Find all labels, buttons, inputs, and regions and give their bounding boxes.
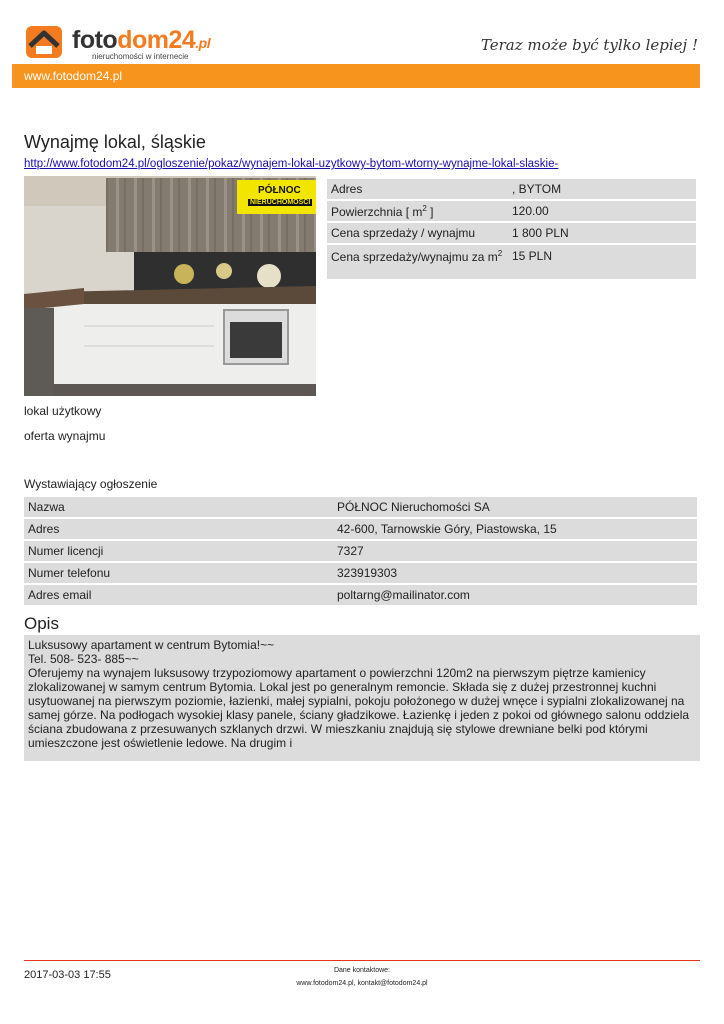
poster-heading: Wystawiający ogłoszenie [24, 477, 158, 491]
poster-label: Adres email [24, 585, 333, 605]
details-value: , BYTOM [508, 179, 696, 199]
details-row [327, 201, 696, 221]
description-box [24, 635, 700, 761]
footer-date: 2017-03-03 17:55 [24, 969, 111, 981]
label-sup: 2 [422, 203, 427, 213]
footer-divider [24, 960, 700, 961]
poster-value: 42-600, Tarnowskie Góry, Piastowska, 15 [333, 519, 697, 539]
page-header [0, 0, 724, 64]
poster-label: Nazwa [24, 497, 333, 517]
logo-part-pl: .pl [195, 35, 211, 51]
poster-value[interactable]: 323919303 [333, 563, 697, 583]
description-line: Luksusowy apartament w centrum Bytomia!~~ [28, 638, 275, 652]
footer-contact[interactable]: www.fotodom24.pl, kontakt@fotodom24.pl [296, 980, 428, 987]
listing-details-table [327, 177, 696, 281]
details-label [327, 245, 508, 279]
photo-logo-line2: NIERUCHOMOŚCI [250, 199, 311, 206]
details-label: Adres [327, 179, 508, 199]
poster-label: Numer licencji [24, 541, 333, 561]
description-line: Tel. 508- 523- 885~~ [28, 652, 139, 666]
table-row [24, 563, 697, 583]
details-row [327, 223, 696, 243]
listing-photo[interactable] [24, 176, 316, 396]
details-label [327, 201, 508, 221]
logo-subtitle: nieruchomości w internecie [92, 52, 189, 61]
house-logo-icon [24, 24, 64, 60]
label-end: ] [426, 204, 434, 219]
table-row [24, 541, 697, 561]
logo-part-foto: foto [72, 26, 118, 54]
slogan: Teraz może być tylko lepiej ! [480, 36, 698, 54]
table-row [24, 585, 697, 605]
kitchen-photo-image [24, 176, 316, 396]
table-row [24, 519, 697, 539]
description-heading: Opis [24, 614, 59, 633]
logo-wordmark[interactable] [72, 26, 210, 55]
details-value: 15 PLN [508, 245, 696, 279]
details-row [327, 179, 696, 199]
details-value: 120.00 [508, 201, 696, 221]
logo-part-dom24: dom24 [117, 26, 196, 54]
description-line: Oferujemy na wynajem luksusowy trzypoziomowy apartament o powierzchni 120m2 na pierwszym piętrze kamienicy zlokalizowanej w samym centrum Bytomia. Lokal jest po generalnym remoncie. Składa się z dużej przestronnej kuchni usytuowanej na pierwszym poziomie, łazienki, małej sypialni, pokoju położonego w dużej wnęce i sypialni zlokalizowanej na samej górze. Na podłogach wysokiej klasy panele, ściany gładzikowe. Łazienkę i jeden z pokoi od głównego salonu oddziela ściana zbudowana z przesuwanych szklanych drzwi. W mieszkaniu znajdują się stylowe drewniane belki pod którymi umieszczone jest oświetlenie ledowe. Na drugim i [28, 666, 693, 750]
label-text: Cena sprzedaży/wynajmu za m [331, 250, 498, 264]
property-type: lokal użytkowy [24, 404, 102, 418]
label-text: Powierzchnia [ m [331, 204, 423, 219]
site-url-bar [12, 64, 700, 88]
table-row [24, 497, 697, 517]
poster-table [24, 495, 697, 607]
photo-logo-line1: PÓŁNOC [258, 185, 301, 196]
listing-url-link[interactable]: http://www.fotodom24.pl/ogloszenie/pokaz/wynajem-lokal-uzytkowy-bytom-wtorny-wynajme-lokal-slaskie- [24, 158, 559, 170]
poster-label: Numer telefonu [24, 563, 333, 583]
details-row [327, 245, 696, 279]
details-label: Cena sprzedaży / wynajmu [327, 223, 508, 243]
poster-value: PÓŁNOC Nieruchomości SA [333, 497, 697, 517]
site-url-link[interactable]: www.fotodom24.pl [24, 69, 123, 83]
poster-value: 7327 [333, 541, 697, 561]
listing-title: Wynajmę lokal, śląskie [24, 132, 206, 152]
label-sup: 2 [497, 249, 503, 258]
offer-type: oferta wynajmu [24, 429, 106, 443]
poster-email[interactable]: poltarng@mailinator.com [333, 585, 697, 605]
poster-label: Adres [24, 519, 333, 539]
details-value: 1 800 PLN [508, 223, 696, 243]
footer-contact-label: Dane kontaktowe: [333, 967, 391, 974]
